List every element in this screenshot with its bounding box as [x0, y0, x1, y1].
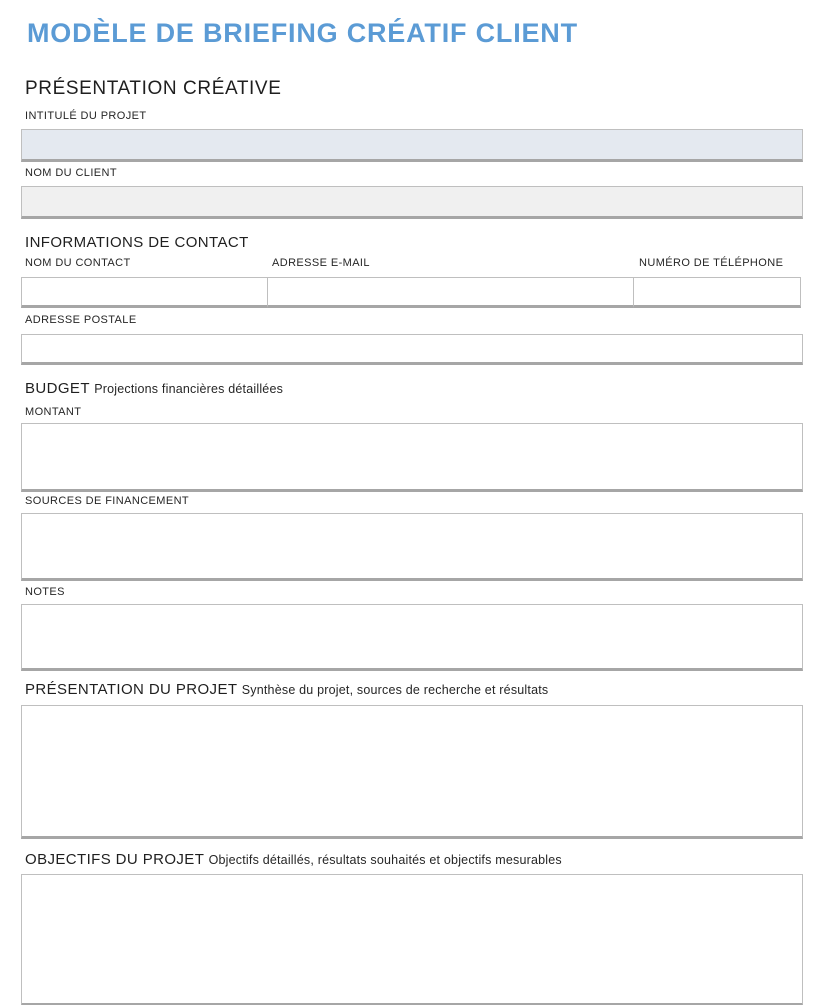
section-heading-project-overview — [25, 681, 803, 699]
contact-name-field[interactable] — [21, 277, 268, 308]
section-heading-project-goals — [25, 851, 803, 869]
project-overview-field[interactable] — [21, 705, 803, 839]
funding-sources-field[interactable] — [21, 513, 803, 581]
notes-label: NOTES — [25, 586, 65, 598]
project-title-label: INTITULÉ DU PROJET — [25, 110, 147, 122]
page-title: MODÈLE DE BRIEFING CRÉATIF CLIENT — [27, 18, 578, 48]
amount-label: MONTANT — [25, 406, 82, 418]
project-goals-field[interactable] — [21, 874, 803, 1005]
email-field[interactable] — [267, 277, 634, 308]
amount-field[interactable] — [21, 423, 803, 492]
contact-name-label: NOM DU CONTACT — [25, 257, 131, 269]
project-overview-subheading: Synthèse du projet, sources de recherche et résultats — [241, 683, 549, 697]
project-title-field[interactable] — [21, 129, 803, 162]
project-goals-heading-text: OBJECTIFS DU PROJET — [25, 851, 205, 868]
contact-labels-row — [21, 257, 803, 270]
project-overview-heading-text: PRÉSENTATION DU PROJET — [25, 681, 238, 698]
page-content — [0, 16, 803, 1005]
budget-heading-text: BUDGET — [25, 380, 90, 397]
phone-label: NUMÉRO DE TÉLÉPHONE — [639, 257, 784, 269]
project-goals-subheading: Objectifs détaillés, résultats souhaités et objectifs mesurables — [208, 853, 562, 867]
budget-subheading: Projections financières détaillées — [94, 382, 284, 396]
section-heading-contact: INFORMATIONS DE CONTACT — [25, 234, 249, 251]
postal-address-label: ADRESSE POSTALE — [25, 314, 137, 326]
client-name-label: NOM DU CLIENT — [25, 167, 117, 179]
postal-address-field[interactable] — [21, 334, 803, 365]
section-heading-budget — [25, 380, 803, 398]
client-name-field[interactable] — [21, 186, 803, 219]
section-heading-creative-presentation: PRÉSENTATION CRÉATIVE — [25, 78, 282, 99]
contact-fields-row — [21, 277, 803, 308]
notes-field[interactable] — [21, 604, 803, 671]
phone-field[interactable] — [633, 277, 801, 308]
email-label: ADRESSE E-MAIL — [272, 257, 370, 269]
funding-sources-label: SOURCES DE FINANCEMENT — [25, 495, 190, 507]
